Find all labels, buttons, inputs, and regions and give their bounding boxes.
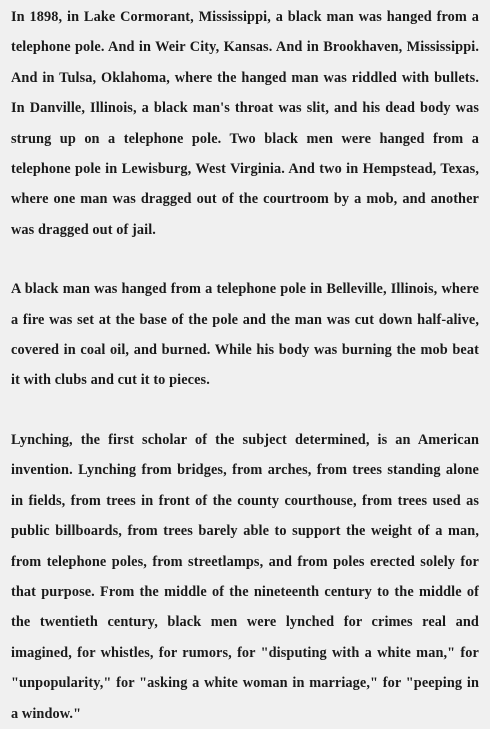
paragraph-1: In 1898, in Lake Cormorant, Mississippi, a black man was hanged from a telephone pole. And in Weir City, Kansas. And in Brookhaven, Mississippi. And in Tulsa, Oklahoma, where the hanged man was riddled with bullets. In Danville, Illinois, a black man's throat was slit, and his dead body was strung up on a telephone pole. Two black men were hanged from a telephone pole in Lewisburg, West Virginia. And two in Hempstead, Texas, where one man was dragged out of the courtroom by a mob, and another was dragged out of jail. [11, 9, 479, 238]
paragraph-2: A black man was hanged from a telephone pole in Belleville, Illinois, where a fire was set at the base of the pole and the man was cut down half-alive, covered in coal oil, and burned. While his body was burning the mob beat it with clubs and cut it to pieces. [11, 281, 479, 389]
paragraph-3: Lynching, the first scholar of the subject determined, is an American invention. Lynching from bridges, from arches, from trees standing alone in fields, from trees in front of the county courthouse, from trees used as public billboards, from trees barely able to support the weight of a man, from telephone poles, from streetlamps, and from poles erected solely for that purpose. From the middle of the nineteenth century to the middle of the twentieth century, black men were lynched for crimes real and imagined, for whistles, for rumors, for "disputing with a white man," for "unpopularity," for "asking a white woman in marriage," for "peeping in a window." [11, 431, 479, 722]
